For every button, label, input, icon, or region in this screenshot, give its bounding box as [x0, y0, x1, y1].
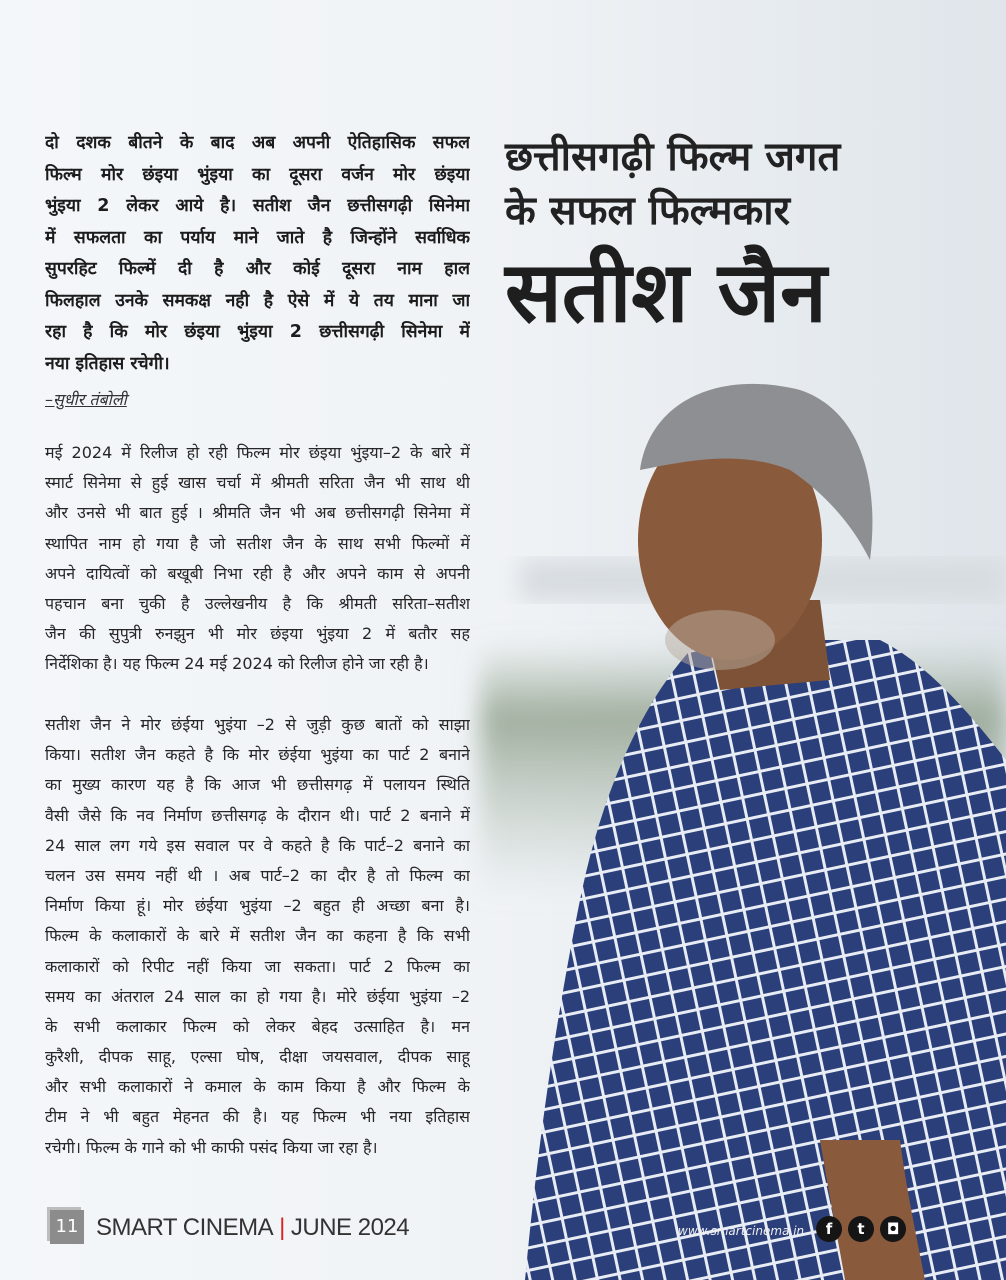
text-line: किया। सतीश जैन कहते है कि मोर छंईया भुइंया का पार्ट 2 बनाने: [45, 745, 470, 765]
text-line: के सभी कलाकार फिल्म को लेकर बेहद उत्साहित है। मन: [45, 1016, 470, 1036]
body-paragraph-2: [45, 710, 470, 1163]
twitter-icon[interactable]: t: [848, 1216, 874, 1242]
text-line: सतीश जैन ने मोर छंईया भुइंया –2 से जुड़ी कुछ बातों को साझा: [45, 715, 470, 734]
page-number: 11: [50, 1210, 84, 1244]
text-line: स्थापित नाम हो गया है जो सतीश जैन के साथ सभी फिल्मों में: [45, 533, 470, 553]
text-line: सुपरहिट फिल्में दी है और कोई दूसरा नाम हाल: [45, 259, 470, 279]
text-line: का मुख्य कारण यह है कि आज भी छत्तीसगढ़ में पलायन स्थिति: [45, 775, 470, 795]
text-line: रहा है कि मोर छंइया भुंइया 2 छत्तीसगढ़ी सिनेमा में: [45, 322, 470, 342]
facebook-icon[interactable]: f: [816, 1216, 842, 1242]
magazine-name: SMART CINEMA: [96, 1214, 274, 1241]
text-line: और सभी कलाकारों ने कमाल के काम किया है और फिल्म के: [45, 1077, 470, 1097]
text-line: 24 साल लग गये इस सवाल पर वे कहते है कि पार्ट–2 बनाने का: [45, 835, 470, 855]
text-line: अपने दायित्वों को बखूबी निभा रही है और अपने काम से अपनी: [45, 563, 470, 583]
separator: |: [279, 1214, 285, 1241]
headline: [505, 130, 905, 342]
text-line: भुंइया 2 लेकर आये है। सतीश जैन छत्तीसगढ़ी सिनेमा: [45, 196, 470, 216]
headline-line-2: के सफल फिल्मकार: [505, 188, 790, 234]
text-line: स्मार्ट सिनेमा से हुई खास चर्चा में श्रीमती सरिता जैन भी साथ थी: [45, 473, 470, 493]
text-line: में सफलता का पर्याय माने जाते है जिन्होंने सर्वाधिक: [45, 227, 470, 248]
headline-name: सतीश जैन: [505, 243, 827, 341]
text-line: निर्देशिका है। यह फिल्म 24 मई 2024 को रिलीज होने जा रही है।: [45, 654, 429, 674]
text-line: कलाकारों को रिपीट नहीं किया जा सकता। पार्ट 2 फिल्म का: [45, 956, 470, 976]
text-line: चलन उस समय नहीं थी । अब पार्ट–2 का दौर है तो फिल्म का: [45, 865, 470, 885]
instagram-icon[interactable]: ◘: [880, 1216, 906, 1242]
text-line: फिल्म के कलाकारों के बारे में सतीश जैन का कहना है कि सभी: [45, 926, 470, 946]
text-line: रचेगी। फिल्म के गाने को भी काफी पसंद किया जा रहा है।: [45, 1137, 378, 1157]
body-paragraph-1: [45, 438, 470, 680]
text-line: वैसी जैसे कि नव निर्माण छत्तीसगढ़ के दौरान थी। पार्ट 2 बनाने में: [45, 805, 470, 825]
issue-date: JUNE 2024: [290, 1214, 410, 1241]
text-line: समय का अंतराल 24 साल का हो गया है। मोरे छंईया भुइंया –2: [45, 986, 470, 1006]
text-line: मई 2024 में रिलीज हो रही फिल्म मोर छंइया भुंइया–2 के बारे में: [45, 443, 470, 462]
text-line: और उनसे भी बात हुई । श्रीमति जैन भी अब छत्तीसगढ़ी सिनेमा में: [45, 503, 470, 523]
text-line: फिलहाल उनके समकक्ष नही है ऐसे में ये तय माना जा: [45, 290, 470, 311]
text-line: कुरैशी, दीपक साहू, एल्सा घोष, दीक्षा जयसवाल, दीपक साहू: [45, 1047, 470, 1067]
intro-paragraph: [45, 128, 470, 380]
text-line: निर्माण किया हूं। मोर छंईया भुइंया –2 बहुत ही अच्छा बना है।: [45, 896, 470, 916]
magazine-issue: [96, 1214, 409, 1242]
website-link[interactable]: www.smartcinema.in: [678, 1224, 805, 1238]
page-footer: [48, 1210, 978, 1250]
text-line: फिल्म मोर छंइया भुंइया का दूसरा वर्जन मोर छंइया: [45, 164, 470, 185]
text-line: पहचान बना चुकी है उल्लेखनीय है कि श्रीमती सरिता–सतीश: [45, 593, 470, 613]
text-line: दो दशक बीतने के बाद अब अपनी ऐतिहासिक सफल: [45, 133, 470, 153]
text-line: नया इतिहास रचेगी।: [45, 353, 170, 374]
text-line: जैन की सुपुत्री रुनझुन भी मोर छंइया भुंइया 2 में बतौर सह: [45, 624, 470, 644]
author-byline: –सुधीर तंबोली: [45, 390, 127, 409]
text-line: टीम ने भी बहुत मेहनत की है। यह फिल्म भी नया इतिहास: [45, 1107, 470, 1127]
headline-line-1: छत्तीसगढ़ी फिल्म जगत: [505, 134, 841, 180]
